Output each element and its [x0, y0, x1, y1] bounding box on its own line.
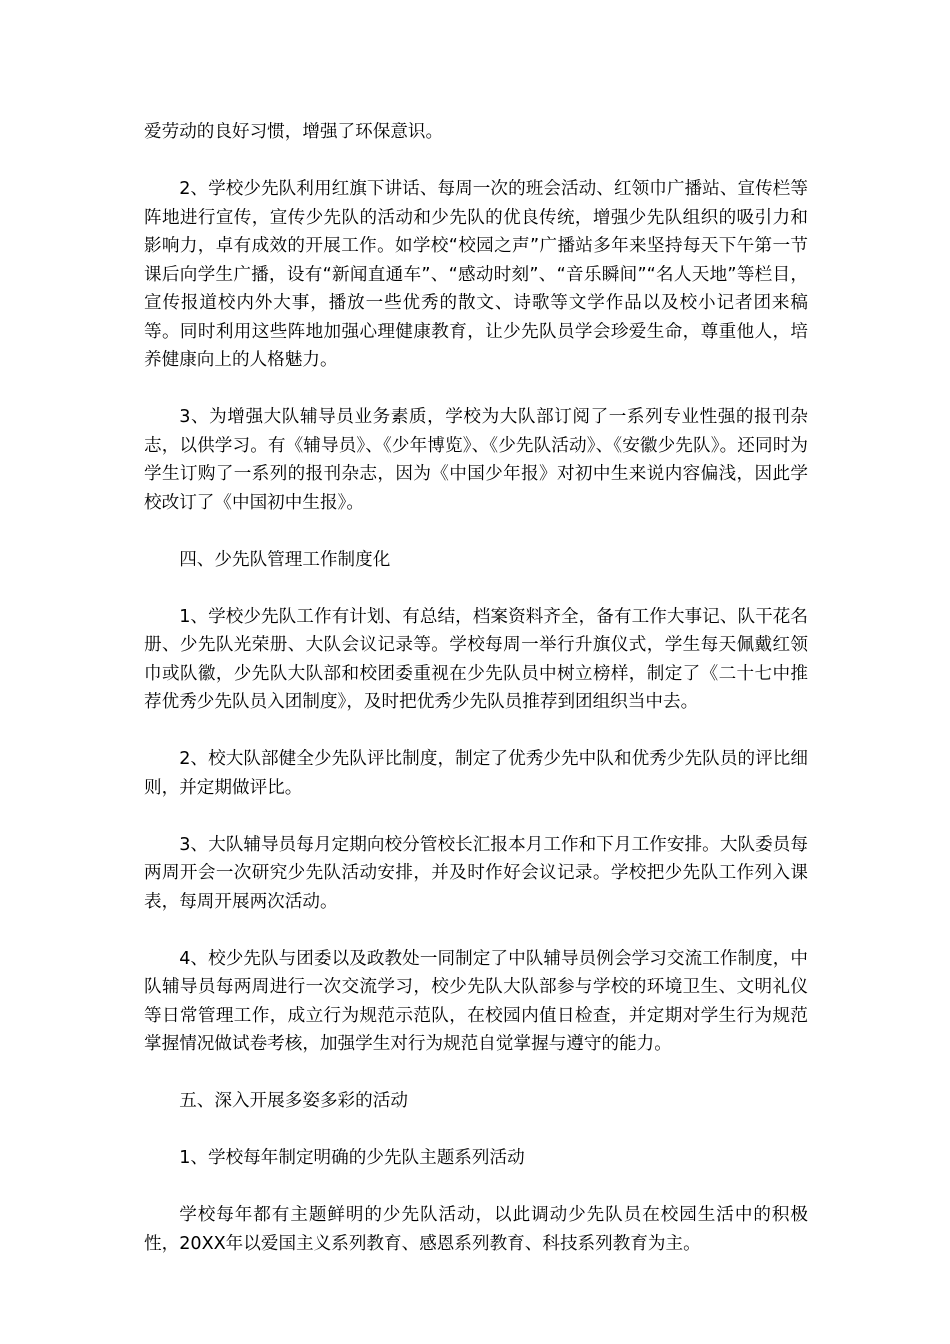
- section-heading-activities: 五、深入开展多姿多彩的活动: [179, 1091, 408, 1111]
- section-heading-management: 四、少先队管理工作制度化: [179, 549, 391, 570]
- paragraph-evaluation: 2、校大队部健全少先队评比制度，制定了优秀少先中队和优秀少先队员的评比细则，并定期做评比。: [144, 749, 808, 798]
- paragraph-records: 1、学校少先队工作有计划、有总结，档案资料齐全，备有工作大事记、队干花名册、少先队光荣册、大队会议记录等。学校每周一举行升旗仪式，学生每天佩戴红领巾或队徽，少先队大队部和校团委重视在少先队员中树立榜样，制定了《二十七中推荐优秀少先队员入团制度》，及时把优秀少先队员推荐到团组织当中去。: [144, 606, 808, 712]
- paragraph-themes: 学校每年都有主题鲜明的少先队活动，以此调动少先队员在校园生活中的积极性，20XX年以爱国主义系列教育、感恩系列教育、科技系列教育为主。: [144, 1205, 808, 1254]
- subsection-heading-themes: 1、学校每年制定明确的少先队主题系列活动: [179, 1148, 525, 1168]
- document-page: [144, 118, 808, 1287]
- paragraph-continuation: 爱劳动的良好习惯，增强了环保意识。: [144, 122, 444, 142]
- paragraph-publicity: 2、学校少先队利用红旗下讲话、每周一次的班会活动、红领巾广播站、宣传栏等阵地进行宣传，宣传少先队的活动和少先队的优良传统，增强少先队组织的吸引力和影响力，卓有成效的开展工作。如学校“校园之声”广播站多年来坚持每天下午第一节课后向学生广播，设有“新闻直通车”、“感动时刻”、“音乐瞬间”“名人天地”等栏目，宣传报道校内外大事，播放一些优秀的散文、诗歌等文学作品以及校小记者团来稿等。同时利用这些阵地加强心理健康教育，让少先队员学会珍爱生命，尊重他人，培养健康向上的人格魅力。: [144, 179, 808, 370]
- paragraph-reporting: 3、大队辅导员每月定期向校分管校长汇报本月工作和下月工作安排。大队委员每两周开会一次研究少先队活动安排，并及时作好会议记录。学校把少先队工作列入课表，每周开展两次活动。: [144, 834, 808, 912]
- paragraph-meetings: 4、校少先队与团委以及政教处一同制定了中队辅导员例会学习交流工作制度，中队辅导员每两周进行一次交流学习，校少先队大队部参与学校的环境卫生、文明礼仪等日常管理工作，成立行为规范示范队，在校园内值日检查，并定期对学生行为规范掌握情况做试卷考核，加强学生对行为规范自觉掌握与遵守的能力。: [144, 948, 808, 1054]
- paragraph-periodicals: 3、为增强大队辅导员业务素质，学校为大队部订阅了一系列专业性强的报刊杂志，以供学习。有《辅导员》、《少年博览》、《少先队活动》、《安徽少先队》。还同时为学生订购了一系列的报刊杂志，因为《中国少年报》对初中生来说内容偏浅，因此学校改订了《中国初中生报》。: [144, 407, 808, 513]
